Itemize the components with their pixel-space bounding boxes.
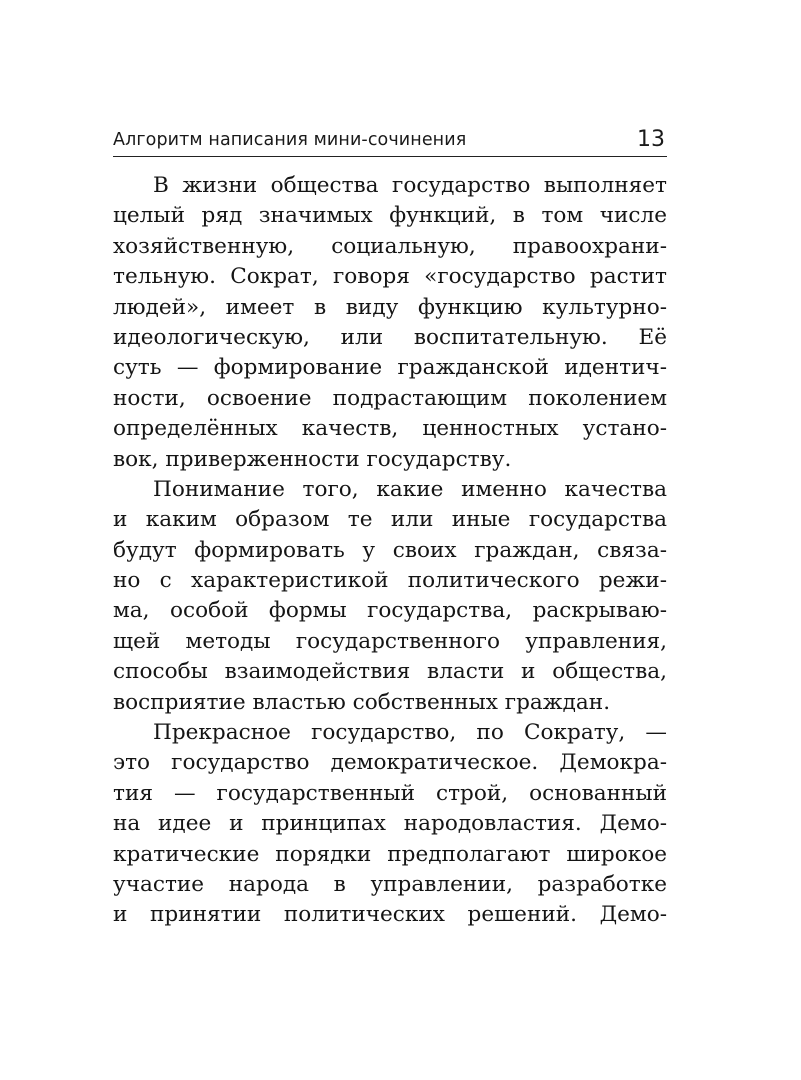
text-line: Прекрасное государство, по Сократу, — bbox=[153, 720, 667, 746]
text-line: но с характеристикой политического режи- bbox=[113, 568, 667, 594]
text-line: на идее и принципах народовластия. Демо- bbox=[113, 811, 667, 837]
text-line: ма, особой формы государства, раскрываю- bbox=[113, 598, 667, 624]
text-line: это государство демократическое. Демокра- bbox=[113, 750, 667, 776]
body-text bbox=[113, 171, 667, 931]
text-line: и каким образом те или иные государства bbox=[113, 507, 667, 533]
text-line: людей», имеет в виду функцию культурно- bbox=[113, 294, 667, 320]
text-line: восприятие властью собственных граждан. bbox=[113, 689, 611, 715]
text-line: вок, приверженности государству. bbox=[113, 446, 512, 472]
text-line: кратические порядки предполагают широкое bbox=[113, 841, 667, 867]
text-line: участие народа в управлении, разработке bbox=[113, 871, 667, 897]
text-line: тия — государственный строй, основанный bbox=[113, 780, 667, 806]
text-line: щей методы государственного управления, bbox=[113, 628, 667, 654]
text-line: суть — формирование гражданской идентич- bbox=[113, 355, 667, 381]
text-line: способы взаимодействия власти и общества, bbox=[113, 659, 667, 685]
text-line: тельную. Сократ, говоря «государство растит bbox=[113, 264, 667, 290]
text-line: будут формировать у своих граждан, связа- bbox=[113, 537, 667, 563]
paragraph-1 bbox=[113, 171, 667, 475]
page-number: 13 bbox=[637, 127, 665, 152]
text-line: ности, освоение подрастающим поколением bbox=[113, 385, 667, 411]
text-line: хозяйственную, социальную, правоохрани- bbox=[113, 233, 667, 259]
text-line: Понимание того, какие именно качества bbox=[153, 476, 667, 502]
paragraph-3 bbox=[113, 718, 667, 931]
text-line: и принятии политических решений. Демо- bbox=[113, 902, 667, 928]
text-line: идеологическую, или воспитательную. Её bbox=[113, 324, 667, 350]
text-line: В жизни общества государство выполняет bbox=[153, 173, 667, 198]
running-title: Алгоритм написания мини-сочинения bbox=[113, 130, 467, 150]
running-header bbox=[113, 122, 667, 157]
text-line: определённых качеств, ценностных устано- bbox=[113, 416, 667, 442]
text-line: целый ряд значимых функций, в том числе bbox=[113, 203, 667, 229]
paragraph-2 bbox=[113, 475, 667, 718]
